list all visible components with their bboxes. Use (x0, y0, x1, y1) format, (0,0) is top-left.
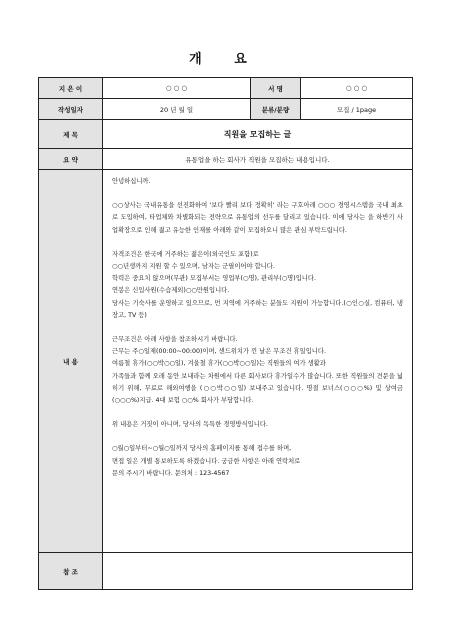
content-line: ○월○일부터~○월○일까지 당사의 홈페이지를 통해 접수를 하며, (112, 445, 292, 453)
author-row (39, 78, 413, 99)
paragraph-gap (112, 407, 403, 419)
content-line: 연봉은 신입사원(수습제외)○○만원입니다. (112, 287, 230, 295)
category-label: 분류/분량 (251, 99, 301, 120)
content-line: 당사는 기숙사를 운영하고 있으므로, 먼 지역에 거주하는 분들도 지원이 가능합니다.(○인○실, 컴퓨터, 냉장고, TV 등) (112, 299, 403, 319)
author-label: 지 은 이 (39, 78, 103, 99)
content-line: 면접 일은 개별 통보하도록 하겠습니다. 궁금한 사항은 아래 연락처로 (112, 457, 301, 465)
summary-value: 유통업을 하는 회사가 직원을 모집하는 내용입니다. (103, 149, 413, 170)
content-label: 내 용 (39, 170, 103, 553)
content-line: 위 내용은 거짓이 아니며, 당사의 독특한 경영방식입니다. (112, 421, 268, 429)
content-line: ○○년생까지 지원 할 수 있으며, 남자는 군필이어야 합니다. (112, 263, 275, 271)
category-value: 모집 / 1page (301, 99, 413, 120)
reference-value (103, 553, 413, 590)
date-written-value: 20 년 월 일 (103, 99, 251, 120)
content-line: 안녕하십니까. (112, 178, 151, 185)
date-written-label: 작성일자 (39, 99, 103, 120)
date-row (39, 99, 413, 120)
content-line: 근무조건은 아래 사항을 참조하시기 바랍니다. (112, 336, 238, 344)
content-line: 근무는 주○일제(00:00~00:00)이며, 샌드위치가 낀 날은 무조건 휴일입니다. (112, 348, 326, 356)
content-row (39, 170, 413, 553)
content-line: 가족들과 함께 오래 동안 보내라는 차원에서 다른 회사보다 휴가일수가 많습니다. 또한 직원들의 견문을 넓히기 위해, 무료로 해외여행을 (○○박○○일) 보내주고 있습니다. 명절 보너스(○○○%) 및 상여금(○○○%)지급. 4대 보험 ○○% 회사가 부담합니다. (112, 372, 403, 405)
subject-value: 직원을 모집하는 글 (103, 120, 413, 149)
paragraph-gap (112, 188, 403, 200)
subject-label: 제 목 (39, 120, 103, 149)
paragraph-gap (112, 237, 403, 249)
reference-label: 참 조 (39, 553, 103, 590)
subject-row (39, 120, 413, 149)
paragraph-gap (112, 431, 403, 443)
page-title: 개 요 (189, 52, 261, 67)
reference-row (39, 553, 413, 590)
paragraph-gap (112, 322, 403, 334)
signature-value: ○ ○ ○ (301, 78, 413, 99)
summary-form-table (38, 77, 413, 590)
content-line: ○○상사는 국내유통을 선진화하여 '보다 빨리 보다 정확히' 라는 구호아래 ○○○ 경영시스템을 국내 최초로 도입하여, 타업체와 차별화되는 전략으로 유통업의 선두를 달리고 있습니다. 이에 당사는 을 하반기 사업확장으로 인해 젊고 유능한 인재를 아래와 같이 모집하오니 많은 관심 부탁드립니다. (112, 202, 403, 234)
summary-label: 요 약 (39, 149, 103, 170)
author-value: ○ ○ ○ (103, 78, 251, 99)
content-body (103, 170, 413, 553)
content-line: 학력은 중요치 않으며(무관) 모집부서는 영업부(○명), 관리부(○명)입니다. (112, 275, 316, 283)
signature-label: 서 명 (251, 78, 301, 99)
summary-row (39, 149, 413, 170)
content-line: 문의 주시기 바랍니다. 문의처 : 123-4567 (112, 469, 230, 477)
content-line: 자격조건은 한국에 거주하는 젊은이(외국인도 포함)로 (112, 250, 259, 258)
content-line: 여름철 휴가(○○박○○일), 겨울철 휴가(○○박○○일)는 직원들의 여가 생활과 (112, 360, 326, 368)
